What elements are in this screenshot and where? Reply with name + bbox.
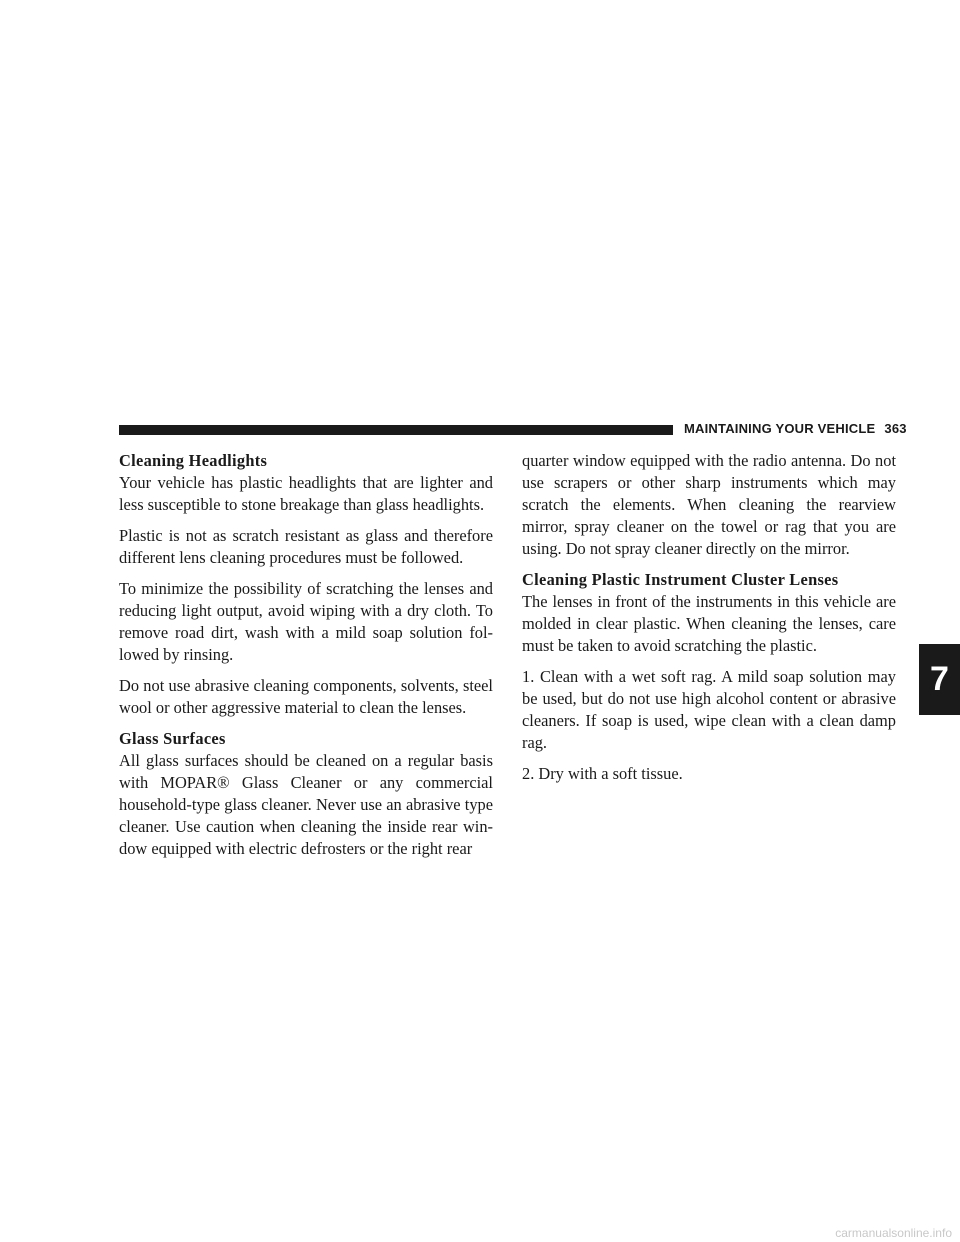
left-column	[119, 450, 493, 869]
right-column	[522, 450, 896, 794]
paragraph: quarter window equipped with the radio antenna. Do not use scrapers or other sharp instruments which may scratch the elements. When cleaning the rearview mirror, spray cleaner on the towel or rag that you are using. Do not spray cleaner directly on the mirror.	[522, 451, 896, 558]
paragraph: Do not use abrasive cleaning components, solvents, steel wool or other aggressive material to clean the lenses.	[119, 676, 493, 717]
paragraph: The lenses in front of the instruments in this vehicle are molded in clear plastic. When cleaning the lenses, care must be taken to avoid scratching the plastic.	[522, 592, 896, 655]
paragraph: To minimize the possibility of scratching the lenses and reducing light output, avoid wiping with a dry cloth. To remove road dirt, wash with a mild soap solution fol-lowed by rinsing.	[119, 579, 493, 664]
heading-cleaning-headlights: Cleaning Headlights	[119, 451, 268, 470]
paragraph: Your vehicle has plastic headlights that are lighter and less susceptible to stone breakage than glass headlights.	[119, 473, 493, 514]
running-header	[684, 421, 907, 436]
heading-cluster-lenses: Cleaning Plastic Instrument Cluster Lenses	[522, 570, 839, 589]
paragraph: Plastic is not as scratch resistant as glass and therefore different lens cleaning procedures must be followed.	[119, 526, 493, 567]
page-number: 363	[884, 421, 907, 436]
header-rule	[119, 425, 673, 435]
paragraph: All glass surfaces should be cleaned on a regular basis with MOPAR® Glass Cleaner or any commercial household-type glass cleaner. Never use an abrasive type cleaner. Use caution when cleaning the inside rear win-dow equipped with electric defrosters or the right rear	[119, 751, 493, 858]
section-title: MAINTAINING YOUR VEHICLE	[684, 421, 876, 436]
watermark-link[interactable]: carmanualsonline.info	[835, 1226, 952, 1240]
step-1: 1. Clean with a wet soft rag. A mild soap solution may be used, but do not use high alcohol content or abrasive cleaners. If soap is used, wipe clean with a clean damp rag.	[522, 667, 896, 752]
chapter-tab: 7	[919, 644, 960, 715]
heading-glass-surfaces: Glass Surfaces	[119, 729, 226, 748]
step-2: 2. Dry with a soft tissue.	[522, 764, 683, 783]
